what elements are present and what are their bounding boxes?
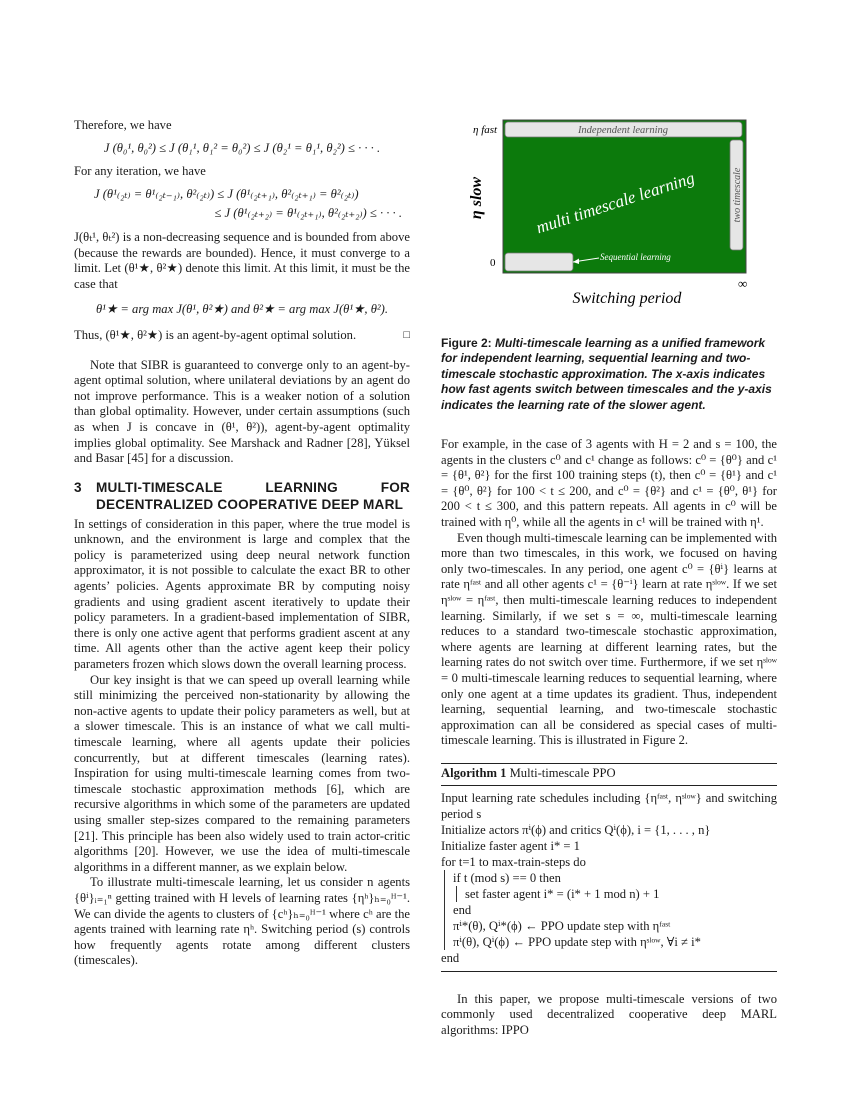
algo-line: Initialize actors πⁱ(ϕ) and critics Qⁱ(ϕ), i = {1, . . . , n} [441, 822, 711, 837]
caption-label: Figure 2: [441, 336, 492, 350]
y-zero-label: 0 [490, 257, 496, 269]
paragraph: In settings of consideration in this paper, where the true model is unknown, and the environment is large and complex that the policy is parameterized using deep neural network function approximator, it is not possible to calculate the exact BR to other agents’ policies. Agents approximate BR by computing noisy gradients and using gradient ascent iteratively to update their policy parameters. In a gradient-based implementation of SIBR, there is only one active agent that performs gradient ascent at any time. All agents other than the active agent keep their policy parameters frozen which slows down the overall learning process. [74, 516, 410, 672]
algo-line: end [453, 902, 472, 917]
algo-line: if t (mod s) == 0 then [453, 870, 561, 885]
x-infinity-label: ∞ [738, 276, 748, 291]
algo-line: πⁱ*(θ), Qⁱ*(ϕ) ← PPO update step with ηᶠᵃˢᵗ [453, 918, 671, 933]
algorithm-box [441, 763, 777, 972]
paragraph: Note that SIBR is guaranteed to converge only to an agent-by-agent optimal solution, where unilateral deviations by an agent do not improve performance. This is a weaker notion of a solution than global optimality. However, under certain assumptions (such as when J is concave in (θ¹, θ²)), agent-by-agent optimality implies global optimality. See Marshack and Radner [28], Yüksel and Basar [45] for a discussion. [74, 357, 410, 466]
algo-line: end [441, 950, 460, 965]
left-column [74, 118, 410, 969]
paragraph: For any iteration, we have [74, 164, 206, 179]
section-number: 3 [74, 479, 82, 495]
algo-line: Input learning rate schedules including {ηᶠᵃˢᵗ, ηˢˡᵒʷ} and switching period s [441, 790, 777, 821]
paragraph: J(θₜ¹, θₜ²) is a non-decreasing sequence and is bounded from above (because the rewards are bounded). Hence, it must converge to a limit. Let (θ¹★, θ²★) denote this limit. At this limit, it must be the case that [74, 229, 410, 291]
two-timescale-label: two timescale [732, 167, 743, 223]
algo-line: πⁱ(θ), Qⁱ(ϕ) ← PPO update step with ηˢˡᵒʷ, ∀i ≠ i* [453, 934, 701, 949]
independent-learning-label: Independent learning [577, 125, 669, 136]
algo-loop-body [444, 870, 777, 950]
equation: ≤ J (θ¹₍₂ₜ₊₂₎ = θ¹₍₂ₜ₊₁₎, θ²₍₂ₜ₊₂₎) ≤ · · · . [214, 206, 402, 221]
right-column [441, 118, 777, 1038]
qed-symbol: □ [403, 328, 410, 341]
equation: J (θ¹₍₂ₜ₎ = θ¹₍₂ₜ₋₁₎, θ²₍₂ₜ₎) ≤ J (θ¹₍₂ₜ₊₁₎, θ²₍₂ₜ₊₁₎ = θ²₍₂ₜ₎) [94, 186, 359, 201]
y-axis-label: η slow [468, 176, 485, 220]
sequential-learning-label: Sequential learning [600, 252, 671, 262]
algo-if-body [456, 886, 777, 902]
paragraph: For example, in the case of 3 agents with H = 2 and s = 100, the agents in the clusters c⁰ and c¹ change as follows: c⁰ = {θ⁰} and c¹ = {θ¹, θ²} for the first 100 training steps (t), then c⁰ = {θ¹} and c¹ = {θ⁰, θ²} for 100 < t ≤ 200, and c⁰ = {θ²} and c¹ = {θ⁰, θ¹} for 200 < t ≤ 300, and this pattern repeats. All agents in c⁰ will be trained with η⁰, while all the agents in c¹ will be trained with η¹. [441, 437, 777, 529]
algo-line: set faster agent i* = (i* + 1 mod n) + 1 [465, 886, 660, 901]
algo-line: Initialize faster agent i* = 1 [441, 838, 580, 853]
equation: J (θ₀¹, θ₀²) ≤ J (θ₁¹, θ₁² = θ₀²) ≤ J (θ₂¹ = θ₁¹, θ₂²) ≤ · · · . [103, 140, 381, 155]
paragraph: Even though multi-timescale learning can be implemented with more than two timescales, in this work, we focused on having only two-timescales. In any period, one agent c⁰ = {θⁱ} learns at rate ηᶠᵃˢᵗ and all other agents c¹ = {θ⁻ⁱ} learn at rate ηˢˡᵒʷ. If we set ηˢˡᵒʷ = ηᶠᵃˢᵗ, then multi-timescale learning reduces to independent learning. Similarly, if we set s = ∞, multi-timescale learning reduces to a standard two-timescale stochastic approximation, where agents are learning at different learning rates, but the learning rates do not switch over time. Furthermore, if we set ηˢˡᵒʷ = 0 multi-timescale learning reduces to sequential learning, where only one agent at a time updates its gradient. Thus, independent learning, sequential learning, and two-timescale stochastic approximation can all be considered as special cases of multi-timescale learning. This is illustrated in Figure 2. [441, 530, 777, 748]
equation: θ¹★ = arg max J(θ¹, θ²★) and θ²★ = arg max J(θ¹★, θ²). [95, 302, 389, 317]
algorithm-number: Algorithm 1 [441, 765, 507, 780]
paragraph: In this paper, we propose multi-timescale versions of two commonly used decentralized cooperative deep MARL algorithms: IPPO [441, 991, 777, 1037]
algo-line: for t=1 to max-train-steps do [441, 854, 586, 869]
paragraph [74, 328, 410, 344]
algorithm-name: Multi-timescale PPO [509, 765, 616, 780]
paragraph: To illustrate multi-timescale learning, let us consider n agents {θⁱ}ᵢ₌₁ⁿ getting trained with H levels of learning rates {ηʰ}ₕ₌₀ᴴ⁻¹. We can divide the agents to clusters of {cʰ}ₕ₌₀ᴴ⁻¹ where cʰ are the agents trained with learning rate ηʰ. Switching period (s) controls how frequently agents rotate among different clusters (timescales). [74, 875, 410, 968]
timescale-diagram [441, 118, 777, 318]
caption-text: Multi-timescale learning as a unified framework for independent learning, sequential learning and two-timescale stochastic approximation. The x-axis indicates how fast agents switch between timescales and the y-axis indicates the learning rate of the slower agent. [441, 336, 772, 412]
paragraph-text: Thus, (θ¹★, θ²★) is an agent-by-agent optimal solution. [74, 327, 357, 342]
section-heading [74, 479, 410, 513]
sequential-learning-box [505, 253, 573, 271]
algorithm-title [441, 764, 777, 786]
x-axis-label: Switching period [572, 290, 682, 307]
multi-timescale-label: multi timescale learning [533, 168, 697, 238]
figure-2 [441, 118, 777, 318]
section-title: MULTI-TIMESCALE LEARNING FOR DECENTRALIZED COOPERATIVE DEEP MARL [96, 479, 410, 512]
paragraph: Therefore, we have [74, 118, 172, 132]
y-top-label: η fast [473, 124, 498, 136]
paragraph: Our key insight is that we can speed up overall learning while still minimizing the perceived non-stationarity by allowing the non-active agents to update their policy parameters as well, but at a slower timescale. This is an instance of what we call multi-timescale learning, where all agents update their policies concurrently, but at different timescales (learning rates). Inspiration for using multi-timescale learning comes from two-timescale stochastic approximation methods [6], which are recursive algorithms in which some of the parameters are updated using smaller step-sizes compared to the remaining parameters [21]. This principle has been also widely used to train actor-critic algorithms [20]. However, we use the idea of multi-timescale algorithms in a different manner, as we explain below. [74, 672, 410, 874]
figure-caption [441, 336, 777, 413]
